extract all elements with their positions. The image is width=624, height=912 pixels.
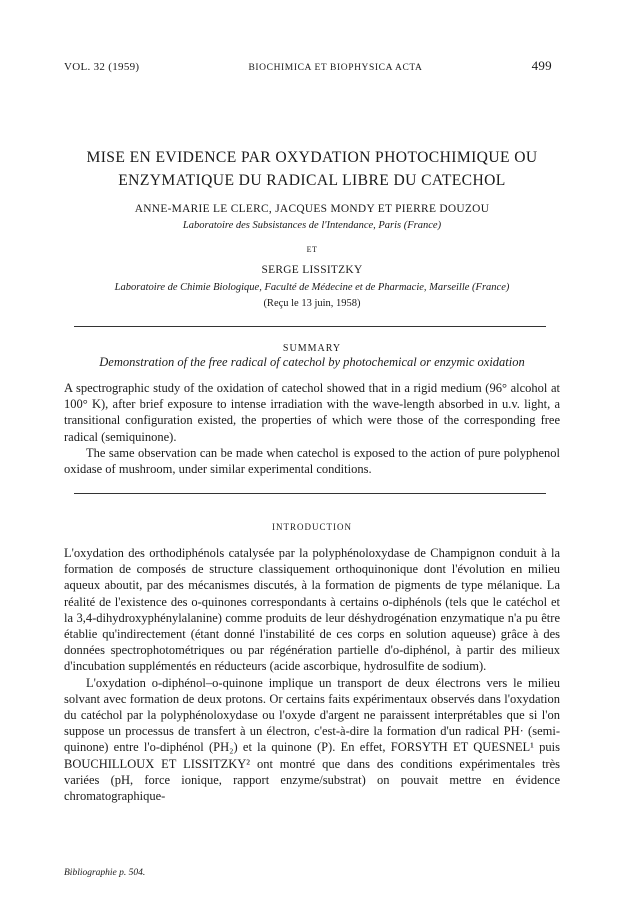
- summary-top-rule: [74, 326, 546, 327]
- running-header: [64, 58, 552, 74]
- journal-name: BIOCHIMICA ET BIOPHYSICA ACTA: [248, 63, 423, 73]
- introduction-body: [64, 545, 560, 804]
- summary-body: [64, 380, 560, 477]
- author-separator: ET: [306, 245, 318, 254]
- paper-title: [0, 146, 624, 192]
- page-number: 499: [531, 58, 552, 73]
- bibliography-note: Bibliographie p. 504.: [64, 868, 146, 878]
- title-line-1: MISE EN EVIDENCE PAR OXYDATION PHOTOCHIMIQUE OU: [86, 149, 538, 166]
- summary-heading: SUMMARY: [282, 343, 342, 354]
- summary-paragraph-2: The same observation can be made when catechol is exposed to the action of pure polyphenol oxidase of mushroom, under similar experimental conditions.: [64, 445, 560, 477]
- volume-label: VOL. 32 (1959): [64, 61, 140, 73]
- affiliation-marseille: Laboratoire de Chimie Biologique, Faculté de Médecine et de Pharmacie, Marseille (France): [114, 282, 510, 293]
- affiliation-paris: Laboratoire des Subsistances de l'Intendance, Paris (France): [182, 220, 442, 231]
- summary-bottom-rule: [74, 493, 546, 494]
- author-list: ANNE-MARIE LE CLERC, JACQUES MONDY ET PIERRE DOUZOU: [134, 203, 490, 215]
- intro-paragraph-2: L'oxydation o-diphénol–o-quinone implique un transport de deux électrons vers le milieu solvant avec formation de deux protons. Or certains faits expérimentaux observés dans l'oxydation du catéchol par la polyphénoloxydase ou l'oxyde d'argent ne paraissent interprétables que si l'on suppose un processus de transfert à un électron, c'est-à-dire la formation d'un radical PH· (semi-quinone) entre l'o-diphénol (PH₂) et la quinone (P). En effet, FORSYTH ET QUESNEL¹ puis BOUCHILLOUX ET LISSITZKY² ont montré que dans des conditions expérimentales très variées (pH, force ionique, rapport enzyme/substrat) on pouvait mettre en évidence chromatographique-: [64, 675, 560, 804]
- author-list-2: SERGE LISSITZKY: [261, 264, 363, 276]
- summary-subtitle: Demonstration of the free radical of catechol by photochemical or enzymic oxidation: [99, 355, 525, 369]
- title-line-2: ENZYMATIQUE DU RADICAL LIBRE DU CATECHOL: [118, 172, 506, 189]
- received-date: (Reçu le 13 juin, 1958): [263, 298, 361, 309]
- summary-paragraph-1: A spectrographic study of the oxidation of catechol showed that in a rigid medium (96° alcohol at 100° K), after brief exposure to intense irradiation with the wave-length absorbed in u.v. light, a transitional configuration existed, the properties of which were those of the corresponding free radical (semiquinone).: [64, 381, 560, 444]
- introduction-heading: INTRODUCTION: [272, 522, 352, 532]
- intro-paragraph-1: L'oxydation des orthodiphénols catalysée par la polyphénoloxydase de Champignon conduit à la formation de composés de structure classiquement orthoquinonique dont l'évolution en milieu aqueux aboutit, par des mécanismes discutés, à la formation de pigments de type mélanique. La réalité de l'existence des o-quinones correspondants à certains o-diphénols (tels que le catéchol et la 3,4-dihydroxyphénylalanine) comme produits de leur déshydrogénation enzymatique n'a pu être établie qu'indirectement (étant donné l'instabilité de ces corps en solution aqueuse) grâce à des données spectrophotométriques ou par régénération partielle d'o-diphénol, à partir des milieux d'incubation supplémentés en réducteurs (acide ascorbique, hydrosulfite de sodium).: [64, 546, 560, 674]
